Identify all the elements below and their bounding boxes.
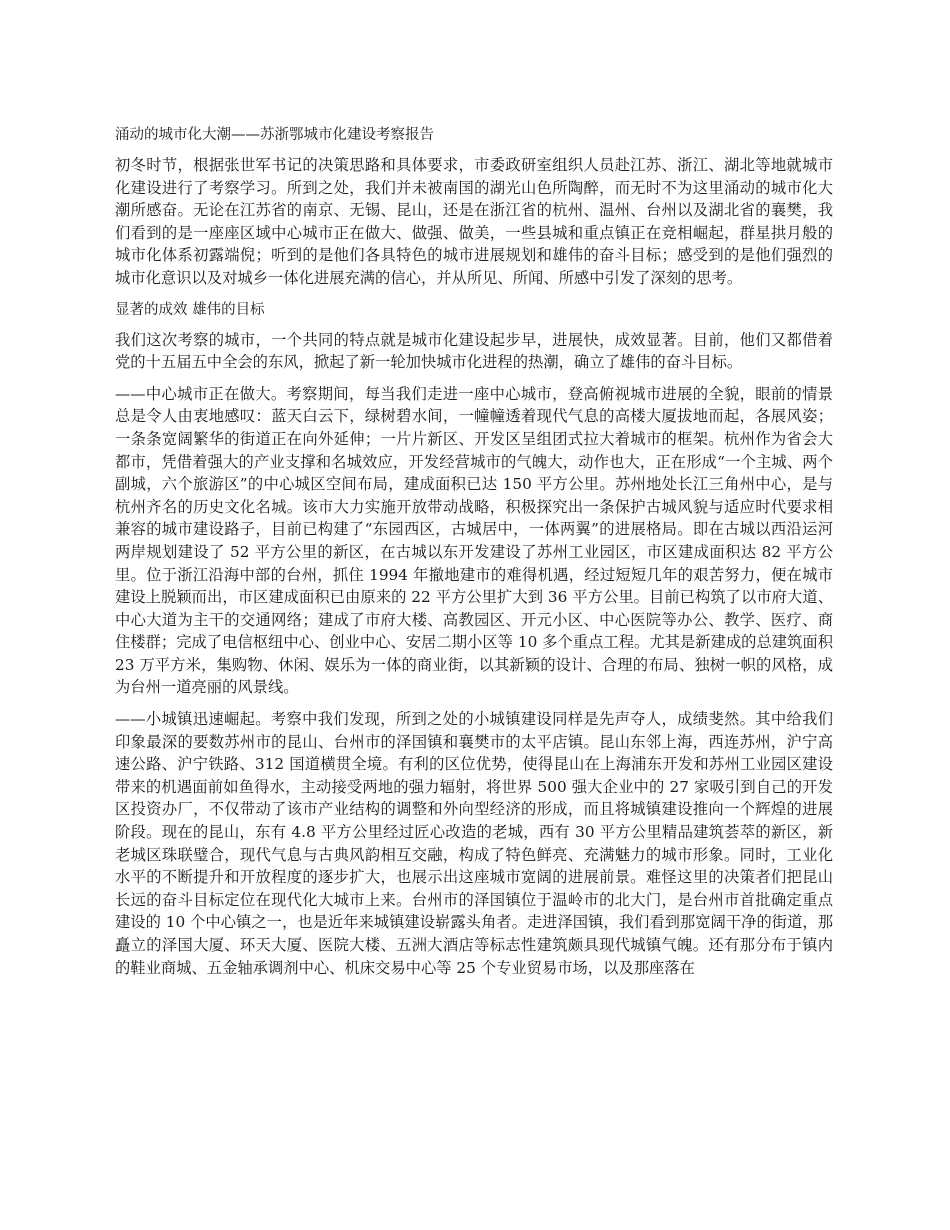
center-city-paragraph: ——中心城市正在做大。考察期间，每当我们走进一座中心城市，登高俯视城市进展的全貌，眼前的情景总是令人由衷地感叹：蓝天白云下，绿树碧水间，一幢幢透着现代气息的高楼大厦拔地而起，各展风姿；一条条宽阔繁华的街道正在向外延伸；一片片新区、开发区呈组团式拉大着城市的框架。杭州作为省会大都市，凭借着强大的产业支撑和名城效应，开发经营城市的气魄大，动作也大，正在形成“一个主城、两个副城，六个旅游区”的中心城区空间布局，建成面积已达 150 平方公里。苏州地处长江三角州中心，是与杭州齐名的历史文化名城。该市大力实施开放带动战略，积极探究出一条保护古城风貌与适应时代要求相兼容的城市建设路子，目前已构建了“东园西区，古城居中，一体两翼”的进展格局。即在古城以西沿运河两岸规划建设了 52 平方公里的新区，在古城以东开发建设了苏州工业园区，市区建成面积达 82 平方公里。位于浙江沿海中部的台州，抓住 1994 年撤地建市的难得机遇，经过短短几年的艰苦努力，便在城市建设上脱颖而出，市区建成面积已由原来的 22 平方公里扩大到 36 平方公里。目前已构筑了以市府大道、中心大道为主干的交通网络；建成了市府大楼、高教园区、开元小区、中心医院等办公、教学、医疗、商住楼群；完成了电信枢纽中心、创业中心、安居二期小区等 10 多个重点工程。尤其是新建成的总建筑面积 23 万平方米，集购物、休闲、娱乐为一体的商业街，以其新颖的设计、合理的布局、独树一帜的风格，成为台州一道亮丽的风景线。 xyxy=(115,384,833,697)
document-title: 涌动的城市化大潮——苏浙鄂城市化建设考察报告 xyxy=(115,127,434,143)
intro-paragraph: 初冬时节，根据张世军书记的决策思路和具体要求，市委政研室组织人员赴江苏、浙江、湖北等地就城市化建设进行了考察学习。所到之处，我们并未被南国的湖光山色所陶醉，而无时不为这里涌动的城市化大潮所感奋。无论在江苏省的南京、无锡、昆山，还是在浙江省的杭州、温州、台州以及湖北省的襄樊，我们看到的是一座座区域中心城市正在做大、做强、做美，一些县城和重点镇正在竞相崛起，群星拱月般的城市化体系初露端倪；听到的是他们各具特色的城市进展规划和雄伟的奋斗目标；感受到的是他们强烈的城市化意识以及对城乡一体化进展充满的信心，并从所见、所闻、所感中引发了深刻的思考。 xyxy=(115,156,833,287)
section-heading: 显著的成效 雄伟的目标 xyxy=(115,301,265,318)
document-page xyxy=(115,124,833,988)
small-towns-paragraph: ——小城镇迅速崛起。考察中我们发现，所到之处的小城镇建设同样是先声夺人，成绩斐然。其中给我们印象最深的要数苏州市的昆山、台州市的泽国镇和襄樊市的太平店镇。昆山东邻上海，西连苏州，沪宁高速公路、沪宁铁路、312 国道横贯全境。有利的区位优势，使得昆山在上海浦东开发和苏州工业园区建设带来的机遇面前如鱼得水，主动接受两地的强力辐射，将世界 500 强大企业中的 27 家吸引到自己的开发区投资办厂，不仅带动了该市产业结构的调整和外向型经济的形成，而且将城镇建设推向一个辉煌的进展阶段。现在的昆山，东有 4.8 平方公里经过匠心改造的老城，西有 30 平方公里精品建筑荟萃的新区，新老城区珠联璧合，现代气息与古典风韵相互交融，构成了特色鲜亮、充满魅力的城市形象。同时，工业化水平的不断提升和开放程度的逐步扩大，也展示出这座城市宽阔的进展前景。难怪这里的决策者们把昆山长远的奋斗目标定位在现代化大城市上来。台州市的泽国镇位于温岭市的北大门，是台州市首批确定重点建设的 10 个中心镇之一，也是近年来城镇建设崭露头角者。走进泽国镇，我们看到那宽阔干净的街道，那矗立的泽国大厦、环天大厦、医院大楼、五洲大酒店等标志性建筑颇具现代城镇气魄。还有那分布于镇内的鞋业商城、五金轴承调剂中心、机床交易中心等 25 个专业贸易市场，以及那座落在 xyxy=(115,710,833,977)
section-intro-paragraph: 我们这次考察的城市，一个共同的特点就是城市化建设起步早，进展快，成效显著。目前，他们又都借着党的十五届五中全会的东风，掀起了新一轮加快城市化进程的热潮，确立了雄伟的奋斗目标。 xyxy=(115,330,833,372)
